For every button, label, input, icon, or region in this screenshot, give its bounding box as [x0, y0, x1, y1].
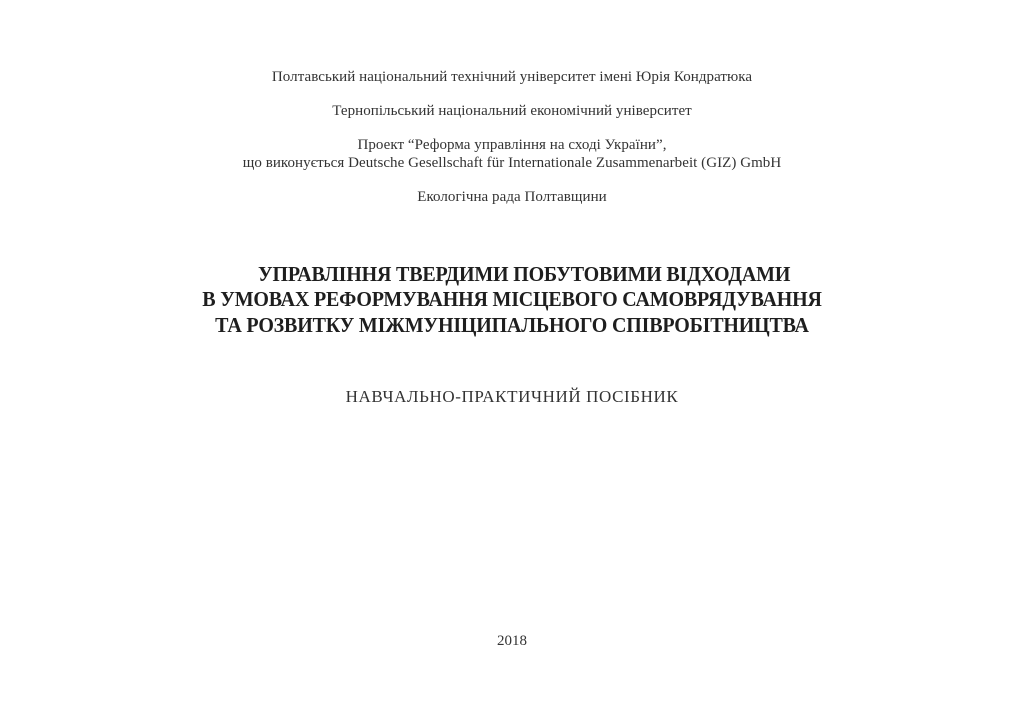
- title-line-2: В УМОВАХ РЕФОРМУВАННЯ МІСЦЕВОГО САМОВРЯДУВАННЯ: [202, 287, 822, 311]
- document-subtitle: НАВЧАЛЬНО-ПРАКТИЧНИЙ ПОСІБНИК: [345, 387, 679, 406]
- title-line-1: УПРАВЛІННЯ ТВЕРДИМИ ПОБУТОВИМИ ВІДХОДАМИ: [257, 262, 791, 286]
- project-line-2: що виконується Deutsche Gesellschaft für Internationale Zusammenarbeit (GIZ) GmbH: [242, 155, 782, 171]
- ecological-council: Екологічна рада Полтавщини: [417, 189, 607, 205]
- publication-year: 2018: [497, 633, 527, 649]
- project-line-1: Проект “Реформа управління на сході України”,: [357, 137, 667, 153]
- title-line-3: ТА РОЗВИТКУ МІЖМУНІЦИПАЛЬНОГО СПІВРОБІТНИЦТВА: [215, 313, 809, 337]
- institution-ternopil: Тернопільський національний економічний університет: [332, 103, 692, 119]
- institution-poltava: Полтавський національний технічний університет імені Юрія Кондратюка: [271, 69, 753, 85]
